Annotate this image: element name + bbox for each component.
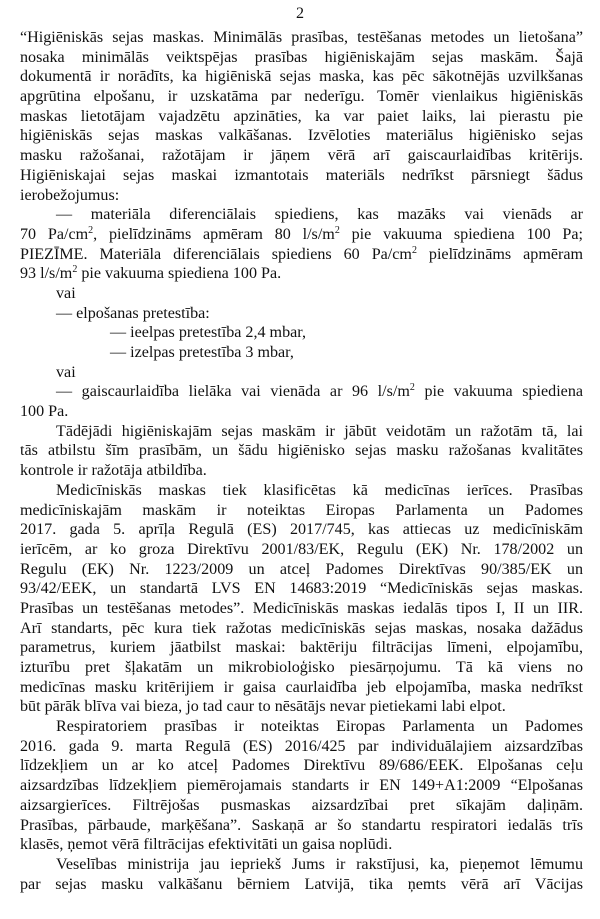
criteria-list-airflow xyxy=(20,382,583,421)
text-line: masku ražošanai, ražotājam ir jāņem vērā arī gaiscaurlaidības kritērijs. xyxy=(20,147,583,165)
list-subitem: — ieelpas pretestība 2,4 mbar, xyxy=(110,324,306,342)
text-line: PIEZĪME. Materiāla diferenciālais spiediens 60 $Pa/cm^2$ pielīdzināms apmēram xyxy=(20,244,583,263)
paragraph-2 xyxy=(20,422,583,481)
text-line: aizsargierīces. Filtrējošas pusmaskas aizsardzībai pret sīkajām daļiņām. xyxy=(20,796,583,814)
text-line: parametrus, kuriem jāatbilst maskai: baktēriju filtrācijas līmeni, elpojamību, xyxy=(20,639,583,657)
criteria-list-breathing xyxy=(20,304,583,363)
text-line: ierīcēm, ar ko groza Direktīvu 2001/83/EK, Regulu (EK) Nr. 178/2002 un xyxy=(20,540,583,558)
list-subitem: — izelpas pretestība 3 mbar, xyxy=(110,344,294,361)
text-line: apgrūtina elpošanu, ir uzskatāma par nederīgu. Tomēr vienlaikus higiēniskās xyxy=(20,88,583,106)
text-line: Veselības ministrija jau iepriekš Jums ir rakstījusi, ka, pieņemot lēmumu xyxy=(56,855,583,873)
text-line: izturību pret šļakatām un mikrobioloģisko piesārņojumu. Tā kā viens no xyxy=(20,659,583,676)
text-line: maskas lietotājam vajadzētu apzināties, ka var paiet laiks, lai pierastu pie xyxy=(20,107,583,125)
text-line: Medicīniskās maskas tiek klasificētas kā medicīnas ierīces. Prasības xyxy=(56,481,583,499)
text-line: higiēniskās sejas maskas valkāšanas. Izvēloties materiālus higiēnisko sejas xyxy=(20,127,583,145)
superscript: 2 xyxy=(334,224,340,236)
page-number: 2 xyxy=(295,5,305,22)
text-line: 70 $Pa/cm^2$, pielīdzināms apmēram 80 $l/s/m^2$ pie vakuuma spiediena 100 Pa; xyxy=(20,224,584,243)
text-line: aizsardzības līdzekļiem piemērojamais standarts ir EN 149+A1:2009 “Elpošanas xyxy=(20,777,583,795)
text-line: 2016. gada 9. marta Regulā (ES) 2016/425 par individuālajiem aizsardzības xyxy=(20,737,583,755)
text-line: Respiratoriem prasības ir noteiktas Eiropas Parlamenta un Padomes xyxy=(56,718,583,736)
superscript: 2 xyxy=(88,224,94,236)
text-line: medicīniskajām maskām ir noteiktas Eiropas Parlamenta un Padomes xyxy=(20,501,583,519)
text-line: par sejas masku valkāšanu bērniem Latvijā, tika ņemts vērā arī Vācijas xyxy=(20,875,583,893)
paragraph-1 xyxy=(20,28,583,205)
text-line: kontrole ir ražotāja atbildība. xyxy=(20,462,207,480)
superscript: 2 xyxy=(411,244,417,256)
superscript: 2 xyxy=(409,382,415,394)
text-line: 2017. gada 5. aprīļa Regulā (ES) 2017/745, kas attiecas uz medicīniskām xyxy=(20,521,583,539)
paragraph-5 xyxy=(20,855,583,894)
text-line: Prasības un testēšanas metodes”. Medicīniskās maskas iedalās tipos I, II un IIR. xyxy=(20,599,583,617)
paragraph-3 xyxy=(20,481,583,717)
text-line: tās atbilstu šīm prasībām, un šādu higiēnisko sejas masku ražošanas kvalitātes xyxy=(20,442,583,460)
superscript: 2 xyxy=(72,264,78,276)
text-line: Prasības, pārbaude, marķēšana”. Saskaņā ar šo standartu respiratori iedalās trīs xyxy=(20,816,583,834)
document-body xyxy=(20,28,583,894)
list-item: — gaiscaurlaidība lielāka vai vienāda ar 96 $l/s/m^2$ pie vakuuma spiediena xyxy=(56,382,584,401)
text-line: Regulu (EK) Nr. 1223/2009 un atceļ Padomes Direktīvas 90/385/EK un xyxy=(20,560,583,578)
text-line: būt pārāk blīva vai bieza, jo tad caur to nēsātājs nevar pietiekami labi elpot. xyxy=(20,698,506,716)
text-line: nosaka minimālās veiktspējas prasības higiēniskajām sejas maskām. Šajā xyxy=(20,48,583,66)
text-line: Tādējādi higiēniskajām sejas maskām ir jābūt veidotām un ražotām tā, lai xyxy=(56,422,583,440)
conjunction-or: vai xyxy=(56,284,76,302)
text-line: 93 $l/s/m^2$ pie vakuuma spiediena 100 Pa. xyxy=(20,264,282,283)
text-line: dokumentā ir norādīts, ka higiēniskā sejas maska, kas pēc sākotnējās uzvilkšanas xyxy=(20,68,583,86)
text-line: “Higiēniskās sejas maskas. Minimālās prasības, testēšanas metodes un lietošana” xyxy=(20,29,583,46)
list-item: — materiāla diferenciālais spiediens, kas mazāks vai vienāds ar xyxy=(56,206,583,224)
text-line: Arī standarts, pēc kura tiek ražotas medicīniskās sejas maskas, nosaka dažādus xyxy=(20,619,583,637)
text-line: klasēs, ņemot vērā filtrācijas efektivitāti un gaisa noplūdi. xyxy=(20,836,393,854)
conjunction-or: vai xyxy=(56,363,76,381)
criteria-list-material xyxy=(20,205,583,284)
text-line: 93/42/EEK, un standartā LVS EN 14683:2019 “Medicīniskās sejas maskas. xyxy=(20,580,583,598)
text-line: ierobežojumus: xyxy=(20,186,120,204)
paragraph-4 xyxy=(20,717,583,855)
text-line: 100 Pa. xyxy=(20,403,69,421)
text-line: medicīnas masku kritērijiem ir gaisa caurlaidība jeb elpojamība, maska nedrīkst xyxy=(20,678,583,696)
text-line: līdzekļiem un ar ko atceļ Padomes Direktīvu 89/686/EEK. Elpošanas ceļu xyxy=(20,757,583,775)
text-line: Higiēniskajai sejas maskai izmantotais materiāls nedrīkst pārsniegt šādus xyxy=(20,166,583,184)
list-item: — elpošanas pretestība: xyxy=(56,304,210,322)
